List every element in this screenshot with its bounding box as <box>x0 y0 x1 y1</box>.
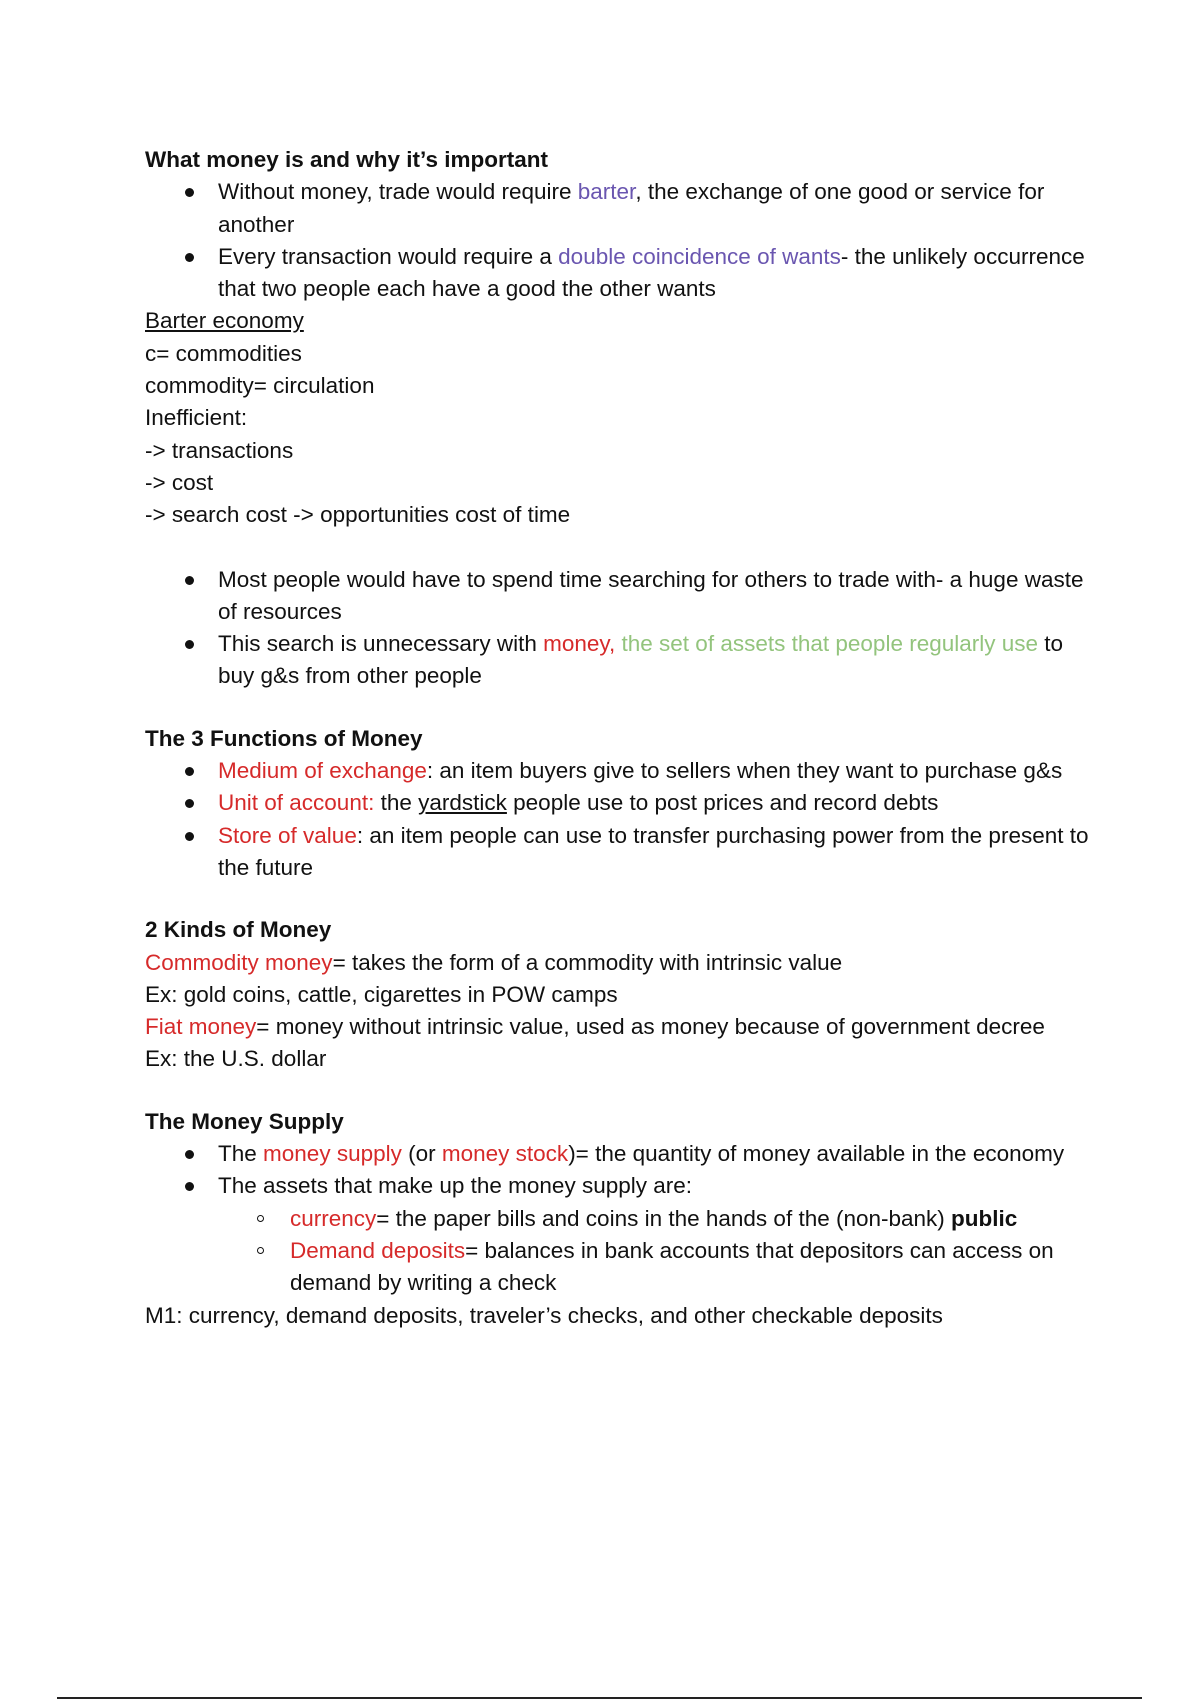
heading-what-money-is: What money is and why it’s important <box>145 147 548 172</box>
term-money-supply: money supply <box>263 1141 402 1167</box>
commodity-money-line: Commodity money= takes the form of a commodity with intrinsic value <box>145 949 843 975</box>
bold-public: public <box>951 1205 1018 1231</box>
term-store-of-value: Store of value <box>218 822 357 848</box>
list-item: Every transaction would require a double coincidence of wants- the unlikely occurrence that two people each have a good the other wants <box>145 241 1105 306</box>
term-money-stock: money stock <box>441 1141 569 1167</box>
page-bottom-divider <box>57 1697 1142 1699</box>
term-demand-deposits: Demand deposits <box>290 1237 466 1263</box>
barter-economy-title: Barter economy <box>145 308 304 334</box>
barter-bullets <box>145 176 1105 305</box>
m1-definition: M1: currency, demand deposits, traveler’s checks, and other checkable deposits <box>145 1302 943 1328</box>
list-item: Most people would have to spend time searching for others to trade with- a huge waste of resources <box>145 564 1105 629</box>
note-line: c= commodities <box>145 340 302 366</box>
document-page <box>145 144 1105 1332</box>
list-item: Unit of account: the yardstick people use to post prices and record debts <box>145 787 1105 819</box>
note-line: -> cost <box>145 469 214 495</box>
term-money: money, <box>543 631 616 657</box>
commodity-example: Ex: gold coins, cattle, cigarettes in POW camps <box>145 981 618 1007</box>
heading-functions: The 3 Functions of Money <box>145 725 423 751</box>
heading-kinds-of-money: 2 Kinds of Money <box>145 917 332 943</box>
term-fiat-money: Fiat money <box>145 1014 257 1040</box>
list-item: Store of value: an item people can use to transfer purchasing power from the present to the future <box>145 820 1105 885</box>
fiat-money-line: Fiat money= money without intrinsic value, used as money because of government decree <box>145 1014 1045 1040</box>
list-item: Without money, trade would require barter, the exchange of one good or service for another <box>145 176 1105 241</box>
note-line: Inefficient: <box>145 405 248 431</box>
spacer <box>145 532 1105 564</box>
money-supply-list <box>145 1138 1105 1203</box>
heading-money-supply: The Money Supply <box>145 1108 344 1134</box>
term-barter: barter <box>577 179 636 205</box>
term-unit-of-account: Unit of account: <box>218 790 375 816</box>
note-line: -> transactions <box>145 437 294 463</box>
term-currency: currency <box>290 1205 377 1231</box>
search-bullets <box>145 564 1105 693</box>
sub-list-item: currency= the paper bills and coins in the hands of the (non-bank) public <box>145 1203 1105 1235</box>
assets-sublist <box>145 1203 1105 1300</box>
term-double-coincidence: double coincidence of wants <box>558 243 841 269</box>
spacer <box>145 1076 1105 1106</box>
note-line: -> search cost -> opportunities cost of time <box>145 502 571 528</box>
list-item: The assets that make up the money supply are: <box>145 1170 1105 1202</box>
functions-list <box>145 755 1105 884</box>
sub-list-item: Demand deposits= balances in bank accounts that depositors can access on demand by writing a check <box>145 1235 1105 1300</box>
list-item: The money supply (or money stock)= the quantity of money available in the economy <box>145 1138 1105 1170</box>
term-medium-of-exchange: Medium of exchange <box>218 758 427 784</box>
spacer <box>145 693 1105 723</box>
note-line: commodity= circulation <box>145 373 375 399</box>
definition-money: the set of assets that people regularly use <box>615 631 1039 657</box>
list-item: Medium of exchange: an item buyers give to sellers when they want to purchase g&s <box>145 755 1105 787</box>
spacer <box>145 884 1105 914</box>
fiat-example: Ex: the U.S. dollar <box>145 1046 327 1072</box>
term-commodity-money: Commodity money <box>145 949 333 975</box>
underlined-yardstick: yardstick <box>418 790 507 816</box>
list-item: This search is unnecessary with money, the set of assets that people regularly use to buy g&s from other people <box>145 628 1105 693</box>
